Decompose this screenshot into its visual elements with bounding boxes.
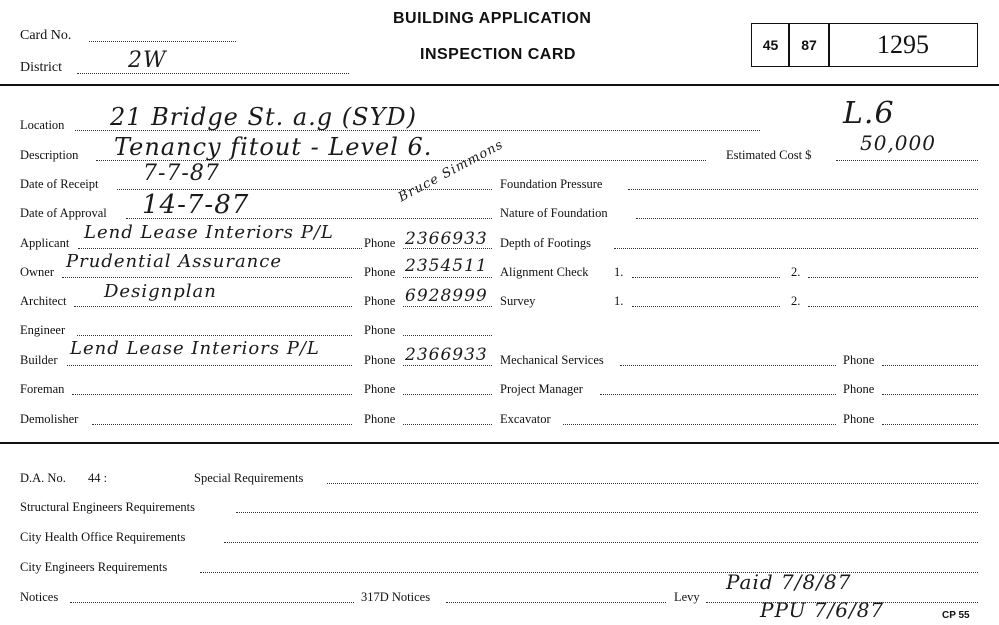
owner-phone-value: 2354511 [405, 256, 488, 276]
mechanical-services-field[interactable] [620, 365, 836, 366]
structural-engineers-field[interactable] [236, 512, 978, 513]
applicant-field[interactable] [78, 248, 362, 249]
demolisher-phone-label: Phone [364, 412, 396, 426]
survey-1-label: 1. [614, 294, 624, 308]
applicant-phone-label: Phone [364, 236, 396, 250]
depth-of-footings-field[interactable] [614, 248, 978, 249]
nature-of-foundation-field[interactable] [636, 218, 978, 219]
header-divider [0, 84, 999, 86]
applicant-contact-note: Bruce Simmons [396, 137, 507, 206]
card-number-box: 1295 [828, 23, 978, 67]
demolisher-field[interactable] [92, 424, 352, 425]
form-title-line1: BUILDING APPLICATION [393, 10, 592, 27]
ppu-note: PPU 7/6/87 [760, 598, 885, 622]
notices-317d-label: 317D Notices [361, 590, 431, 604]
architect-phone-value: 6928999 [405, 286, 488, 306]
builder-label: Builder [20, 353, 58, 367]
demolisher-label: Demolisher [20, 412, 79, 426]
excavator-phone-label: Phone [843, 412, 875, 426]
card-box-a: 45 [751, 23, 790, 67]
district-field[interactable] [77, 73, 349, 74]
notices-label: Notices [20, 590, 59, 604]
estimated-cost-value: 50,000 [860, 131, 936, 155]
builder-phone-field[interactable] [403, 365, 492, 366]
engineer-label: Engineer [20, 323, 66, 337]
description-value: Tenancy fitout - Level 6. [114, 133, 433, 161]
description-label: Description [20, 148, 79, 162]
foreman-phone-field[interactable] [403, 394, 492, 395]
alignment-check-1-field[interactable] [632, 277, 780, 278]
owner-label: Owner [20, 265, 55, 279]
city-engineers-field[interactable] [200, 572, 978, 573]
project-manager-field[interactable] [600, 394, 836, 395]
foreman-field[interactable] [72, 394, 352, 395]
alignment-check-1-label: 1. [614, 265, 624, 279]
levy-label: Levy [674, 590, 700, 604]
builder-phone-label: Phone [364, 353, 396, 367]
structural-engineers-label: Structural Engineers Requirements [20, 500, 195, 514]
survey-2-field[interactable] [808, 306, 978, 307]
project-manager-label: Project Manager [500, 382, 583, 396]
engineer-phone-label: Phone [364, 323, 396, 337]
foundation-pressure-label: Foundation Pressure [500, 177, 603, 191]
city-health-field[interactable] [224, 542, 978, 543]
foreman-phone-label: Phone [364, 382, 396, 396]
engineer-field[interactable] [77, 335, 352, 336]
survey-2-label: 2. [791, 294, 801, 308]
city-engineers-label: City Engineers Requirements [20, 560, 168, 574]
builder-phone-value: 2366933 [405, 345, 488, 365]
applicant-value: Lend Lease Interiors P/L [84, 222, 334, 243]
notices-field[interactable] [70, 602, 354, 603]
estimated-cost-label: Estimated Cost $ [726, 148, 812, 162]
engineer-phone-field[interactable] [403, 335, 492, 336]
mechanical-services-phone-field[interactable] [882, 365, 978, 366]
mechanical-services-label: Mechanical Services [500, 353, 604, 367]
owner-value: Prudential Assurance [66, 251, 283, 272]
excavator-phone-field[interactable] [882, 424, 978, 425]
survey-label: Survey [500, 294, 536, 308]
location-label: Location [20, 118, 65, 132]
depth-of-footings-label: Depth of Footings [500, 236, 591, 250]
level-mark: L.6 [843, 96, 895, 131]
architect-value: Designplan [104, 281, 217, 302]
architect-phone-field[interactable] [403, 306, 492, 307]
district-value: 2W [128, 48, 167, 73]
notices-317d-field[interactable] [446, 602, 666, 603]
owner-phone-label: Phone [364, 265, 396, 279]
builder-value: Lend Lease Interiors P/L [70, 338, 320, 359]
nature-of-foundation-label: Nature of Foundation [500, 206, 608, 220]
project-manager-phone-label: Phone [843, 382, 875, 396]
demolisher-phone-field[interactable] [403, 424, 492, 425]
owner-field[interactable] [62, 277, 352, 278]
district-label: District [20, 60, 62, 75]
card-no-label: Card No. [20, 28, 72, 43]
excavator-field[interactable] [563, 424, 836, 425]
project-manager-phone-field[interactable] [882, 394, 978, 395]
builder-field[interactable] [67, 365, 352, 366]
mechanical-services-phone-label: Phone [843, 353, 875, 367]
foreman-label: Foreman [20, 382, 65, 396]
form-title-line2: INSPECTION CARD [420, 46, 576, 63]
date-of-approval-label: Date of Approval [20, 206, 107, 220]
form-code: CP 55 [942, 610, 970, 621]
levy-value: Paid 7/8/87 [726, 570, 852, 594]
excavator-label: Excavator [500, 412, 551, 426]
section-divider [0, 442, 999, 444]
applicant-label: Applicant [20, 236, 70, 250]
da-no-value: 44 : [88, 471, 108, 485]
architect-phone-label: Phone [364, 294, 396, 308]
card-box-b: 87 [788, 23, 830, 67]
applicant-phone-value: 2366933 [405, 229, 488, 249]
card-no-field[interactable] [89, 41, 236, 42]
alignment-check-label: Alignment Check [500, 265, 589, 279]
owner-phone-field[interactable] [403, 277, 492, 278]
special-requirements-label: Special Requirements [194, 471, 304, 485]
architect-label: Architect [20, 294, 67, 308]
survey-1-field[interactable] [632, 306, 780, 307]
city-health-label: City Health Office Requirements [20, 530, 186, 544]
date-of-receipt-label: Date of Receipt [20, 177, 99, 191]
special-requirements-field[interactable] [327, 483, 978, 484]
estimated-cost-field[interactable] [836, 160, 978, 161]
date-of-receipt-value: 7-7-87 [143, 161, 220, 186]
alignment-check-2-field[interactable] [808, 277, 978, 278]
alignment-check-2-label: 2. [791, 265, 801, 279]
foundation-pressure-field[interactable] [628, 189, 978, 190]
date-of-approval-value: 14-7-87 [142, 190, 250, 220]
location-value: 21 Bridge St. a.g (SYD) [110, 103, 418, 131]
da-no-label: D.A. No. [20, 471, 66, 485]
architect-field[interactable] [74, 306, 352, 307]
